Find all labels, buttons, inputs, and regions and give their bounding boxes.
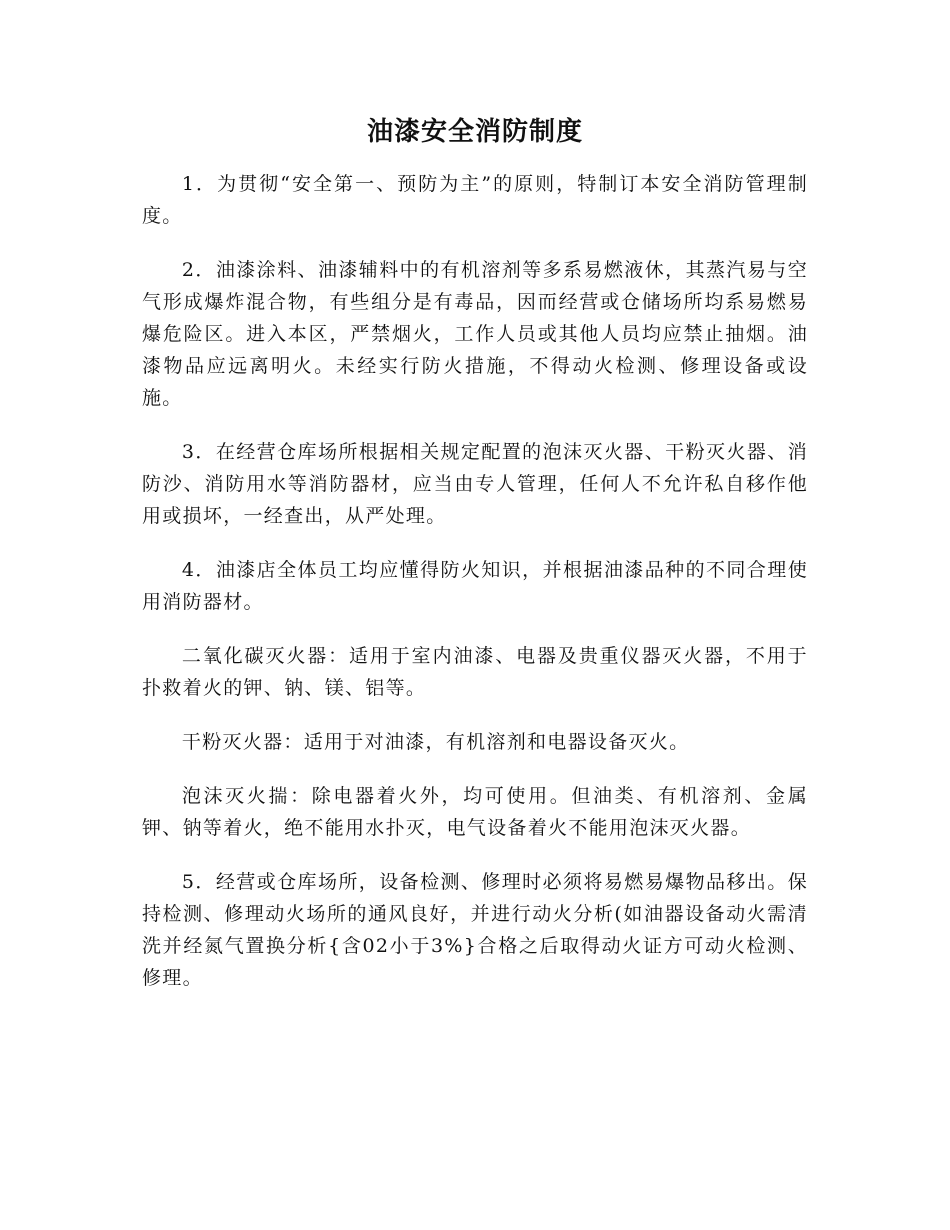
paragraph-4: 4．油漆店全体员工均应懂得防火知识，并根据油漆品种的不同合理使用消防器材。 — [142, 559, 808, 613]
paragraph-3: 3．在经营仓库场所根据相关规定配置的泡沫灭火器、干粉灭火器、消防沙、消防用水等消防器材，应当由专人管理，任何人不允许私自移作他用或损坏，一经查出，从严处理。 — [142, 441, 808, 527]
paragraph-2: 2．油漆涂料、油漆辅料中的有机溶剂等多系易燃液休，其蒸汽易与空气形成爆炸混合物，有些组分是有毒品，因而经营或仓储场所均系易燃易爆危险区。进入本区，严禁烟火，工作人员或其他人员均应禁止抽烟。油漆物品应远离明火。未经实行防火措施，不得动火检测、修理设备或设施。 — [142, 259, 808, 409]
document-body — [142, 168, 808, 1016]
document-title: 油漆安全消防制度 — [366, 117, 583, 147]
paragraph-powder-extinguisher: 干粉灭火器：适用于对油漆，有机溶剂和电器设备灭火。 — [181, 731, 690, 753]
paragraph-1: 1．为贯彻“安全第一、预防为主”的原则，特制订本安全消防管理制度。 — [142, 173, 808, 227]
paragraph-co2-extinguisher: 二氧化碳灭火器：适用于室内油漆、电器及贵重仪器灭火器，不用于扑救着火的钾、钠、镁、铝等。 — [142, 645, 808, 699]
paragraph-foam-extinguisher: 泡沫灭火揣：除电器着火外，均可使用。但油类、有机溶剂、金属钾、钠等着火，绝不能用水扑灭，电气设备着火不能用泡沫灭火器。 — [142, 785, 808, 839]
paragraph-5: 5．经营或仓库场所，设备检测、修理时必须将易燃易爆物品移出。保持检测、修理动火场所的通风良好，并进行动火分析(如油器设备动火需清洗并经氮气置换分析{含02小于3%}合格之后取得动火证方可动火检测、修理。 — [142, 871, 808, 989]
